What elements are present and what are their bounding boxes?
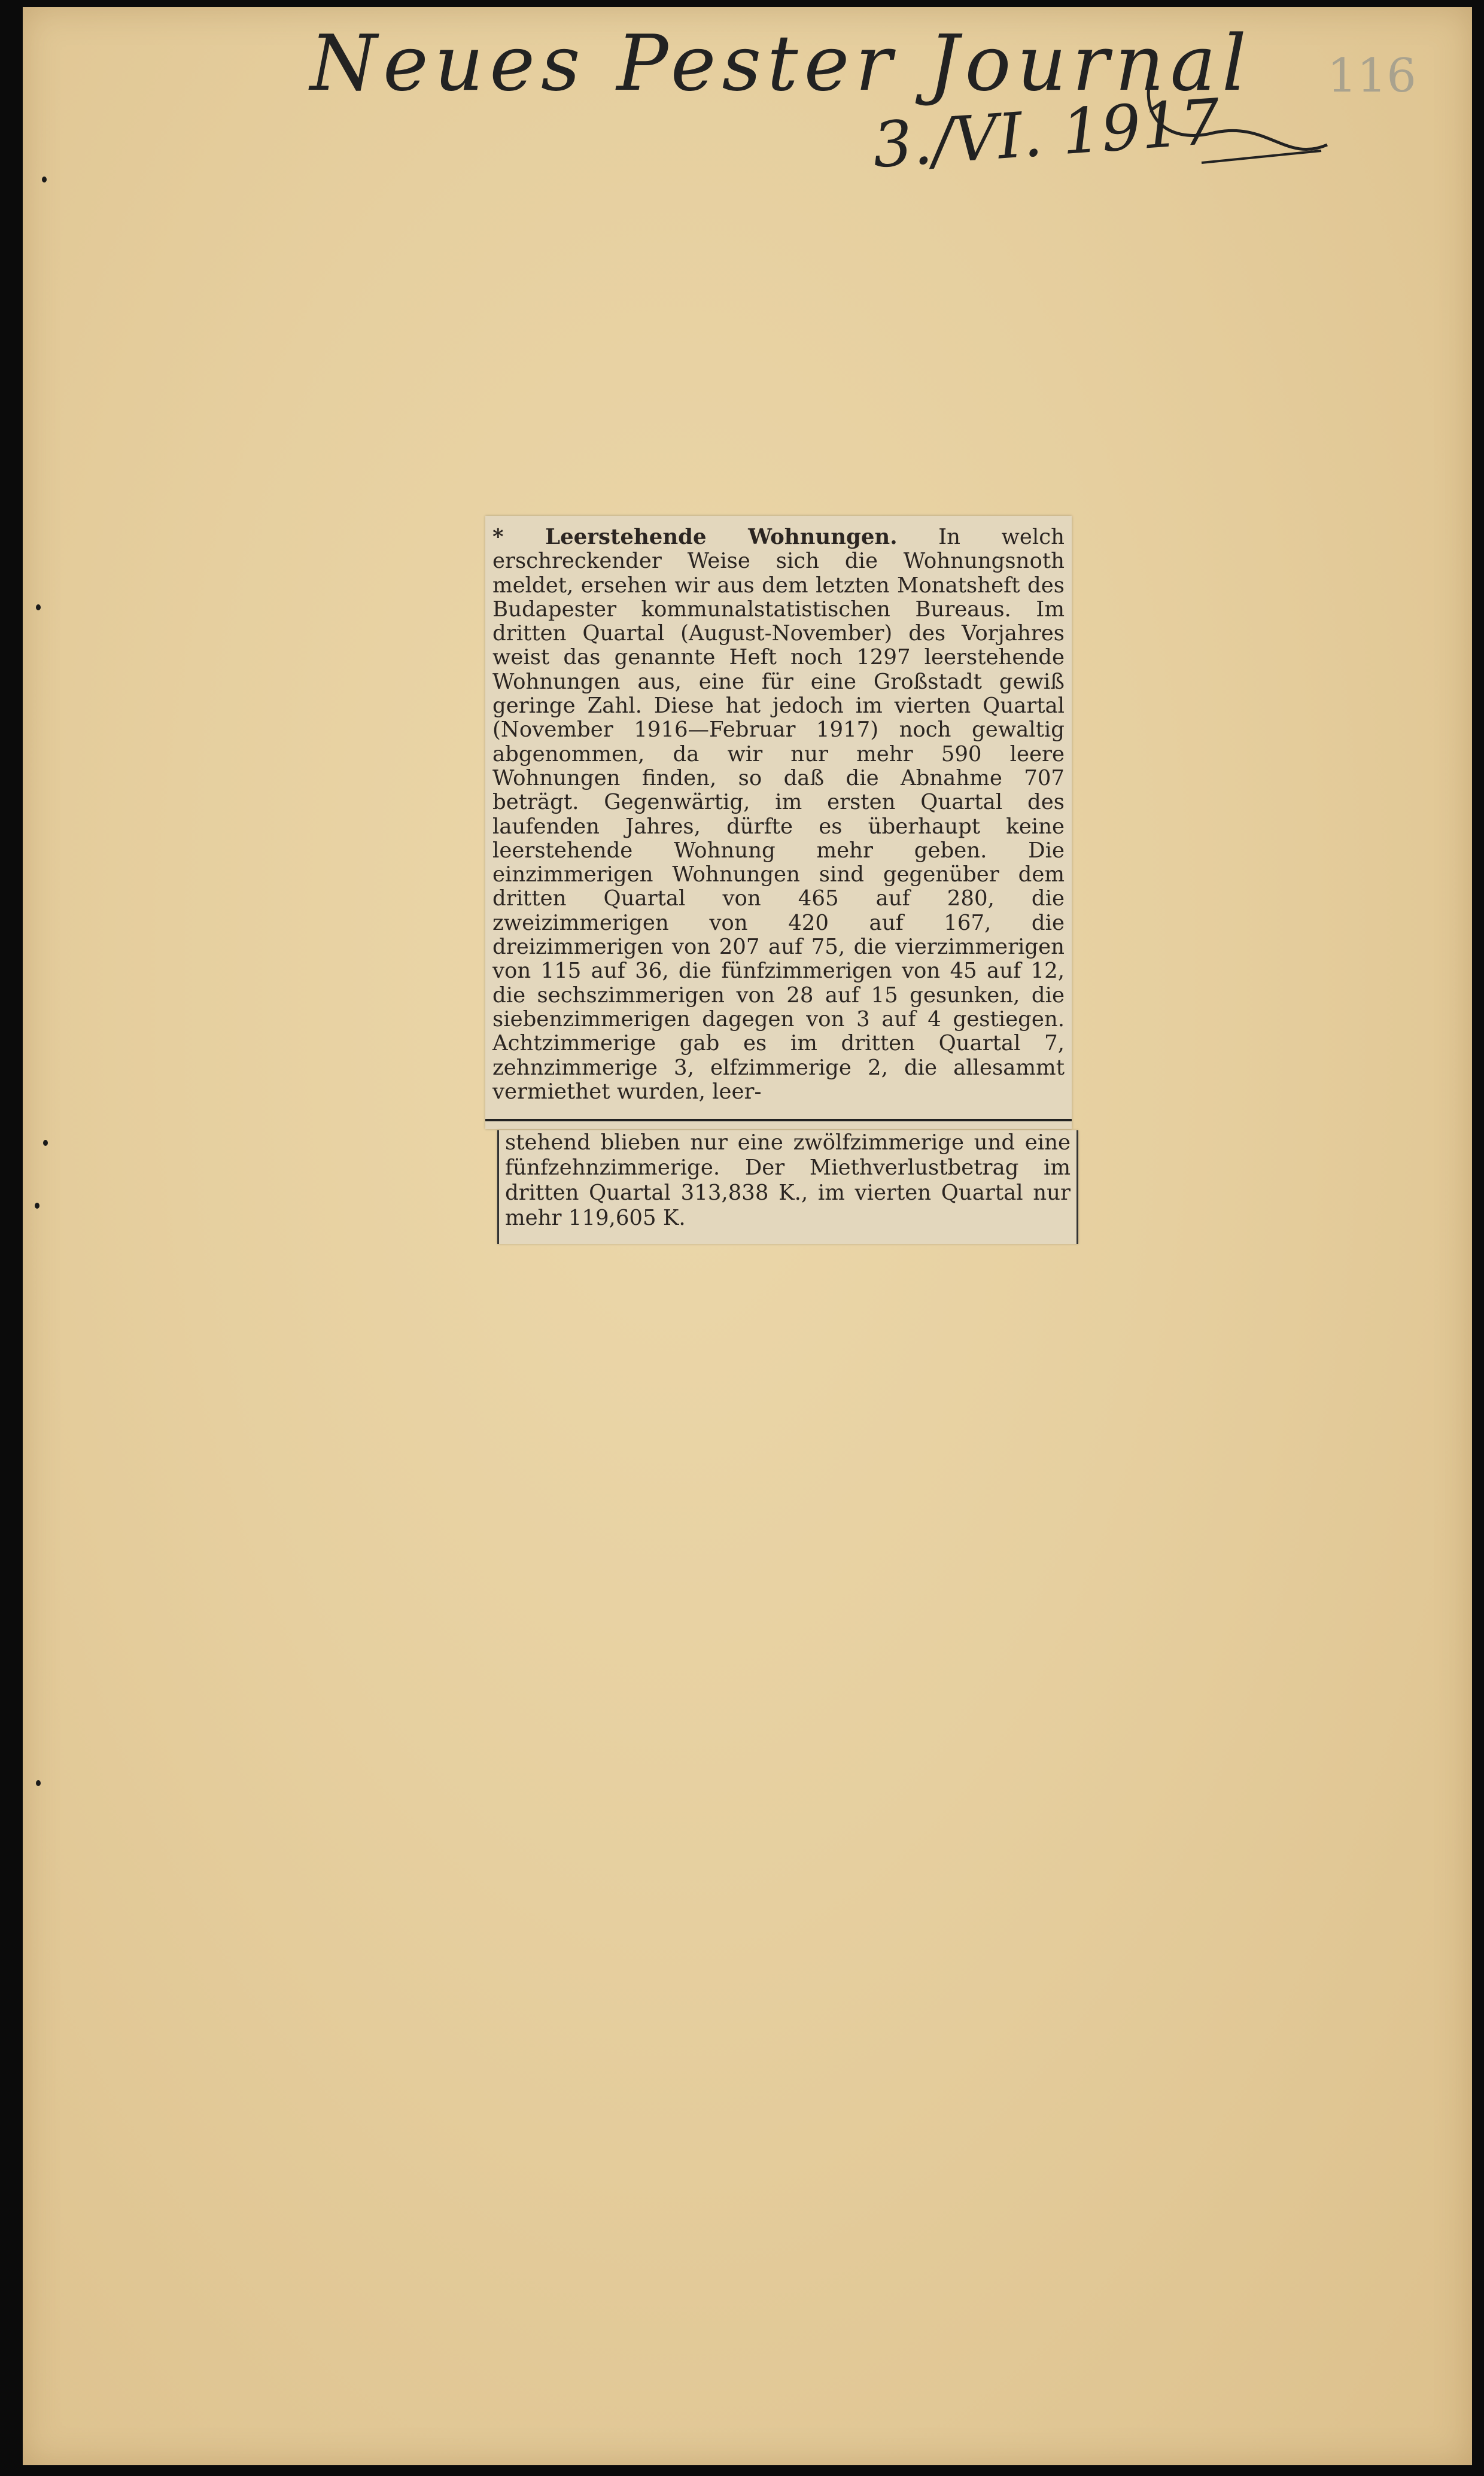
margin-fleck: [36, 1780, 41, 1786]
pencil-folio-number: 116: [1327, 49, 1416, 103]
margin-fleck: [42, 177, 47, 182]
clipping-text: [492, 525, 1065, 1129]
newspaper-clipping-continuation: [497, 1130, 1078, 1244]
clipping-body-part2: stehend blieben nur eine zwölfzimmerige und eine fünfzehnzimmerige. Der Miethverlustbetrag im dritten Quartal 313,838 K., im vierten Quartal nur mehr 119,605 K.: [505, 1130, 1071, 1230]
clipping-headline: * Leerstehende Wohnungen.: [492, 525, 898, 549]
newspaper-clipping: [485, 516, 1072, 1129]
handwritten-date: 3./VI. 1917: [870, 84, 1223, 182]
margin-fleck: [35, 1203, 39, 1209]
archive-sheet: [23, 7, 1472, 2465]
clipping-column-divider: [485, 1119, 1072, 1121]
margin-fleck: [36, 604, 41, 610]
handwritten-source-title: Neues Pester Journal: [310, 19, 1252, 108]
handwriting-flourish: [1130, 43, 1345, 175]
margin-fleck: [43, 1140, 48, 1146]
clipping-body-part1: In welch erschreckender Weise sich die Wohnungsnoth meldet, ersehen wir aus dem letzten Monatsheft des Budapester kommunalstatistischen Bureaus. Im dritten Quartal (August-November) des Vorjahres weist das genannte Heft noch 1297 leerstehende Wohnungen aus, eine für eine Großstadt gewiß geringe Zahl. Diese hat jedoch im vierten Quartal (November 1916—Februar 1917) noch gewaltig abgenommen, da wir nur mehr 590 leere Wohnungen finden, so daß die Abnahme 707 beträgt. Gegenwärtig, im ersten Quartal des laufenden Jahres, dürfte es überhaupt keine leerstehende Wohnung mehr geben. Die einzimmerigen Wohnungen sind gegenüber dem dritten Quartal von 465 auf 280, die zweizimmerigen von 420 auf 167, die dreizimmerigen von 207 auf 75, die vierzimmerigen von 115 auf 36, die fünfzimmerigen von 45 auf 12, die sechszimmerigen von 28 auf 15 gesunken, die siebenzimmerigen dagegen von 3 auf 4 gestiegen. Achtzimmerige gab es im dritten Quartal 7, zehnzimmerige 3, elfzimmerige 2, die allesammt vermiethet wurden, leer-: [492, 525, 1065, 1104]
